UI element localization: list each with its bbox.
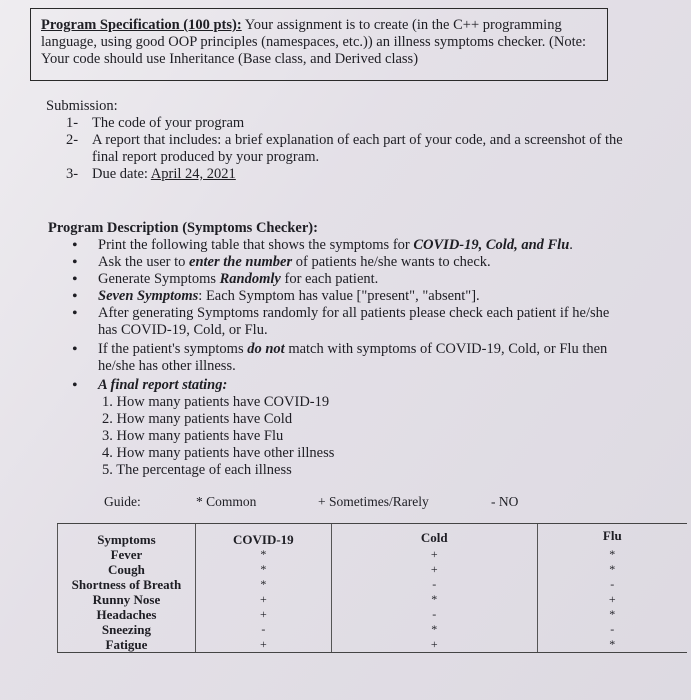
header-symptoms: Symptoms bbox=[58, 524, 196, 548]
report-item: 1. How many patients have COVID-19 bbox=[102, 394, 330, 410]
report-item: 4. How many patients have other illness bbox=[102, 445, 335, 461]
table-row: Sneezing - * - bbox=[58, 622, 688, 637]
bullet-item: • After generating Symptoms randomly for all patients please check each patient if he/she has COVID-19, Cold, or Flu. bbox=[72, 305, 610, 338]
bullet-item: • Ask the user to enter the number of patients he/she wants to check. bbox=[72, 254, 491, 271]
bullet-item: • A final report stating: 1. How many patients have COVID-19 2. How many patients have Cold 3. How many patients have Flu 4. How many patients have other illness 5. The percentage of each illness bbox=[72, 377, 632, 479]
table-header-row bbox=[58, 524, 688, 548]
final-report-list bbox=[98, 394, 632, 479]
table-row: Headaches + - * bbox=[58, 607, 688, 622]
submission-item: 2- A report that includes: a brief explanation of each part of your code, and a screenshot of the final report produced by your program. bbox=[66, 132, 623, 165]
submission-list bbox=[66, 115, 626, 183]
table-row: Fever * + * bbox=[58, 547, 688, 562]
table-row: Cough * + * bbox=[58, 562, 688, 577]
guide-no: - NO bbox=[491, 494, 519, 509]
header-flu: Flu bbox=[537, 524, 687, 548]
submission-title: Submission: bbox=[46, 98, 118, 114]
description-bullets bbox=[72, 237, 632, 479]
spec-heading: Program Specification (100 pts): bbox=[41, 17, 242, 33]
spec-text: Your assignment is to create (in the C++ programming language, using good OOP principles (namespaces, etc.)) an illness symptoms checker. (Note: Your code should use Inheritance (Base class, and Derived class) bbox=[41, 17, 587, 67]
bullet-item: • Print the following table that shows the symptoms for COVID-19, Cold, and Flu. bbox=[72, 237, 573, 254]
description-title: Program Description (Symptoms Checker): bbox=[48, 220, 318, 236]
report-item: 3. How many patients have Flu bbox=[102, 428, 284, 444]
symptoms-table bbox=[57, 523, 687, 653]
guide-sometimes: + Sometimes/Rarely bbox=[318, 494, 429, 509]
report-item: 5. The percentage of each illness bbox=[102, 462, 292, 478]
table-row: Runny Nose + * + bbox=[58, 592, 688, 607]
submission-item: 1- The code of your program bbox=[66, 115, 245, 131]
program-specification-box bbox=[30, 8, 608, 81]
guide-label: Guide: bbox=[104, 494, 141, 509]
table-row: Shortness of Breath * - - bbox=[58, 577, 688, 592]
bullet-item: • Seven Symptoms: Each Symptom has value ["present", "absent"]. bbox=[72, 288, 480, 305]
header-covid: COVID-19 bbox=[195, 524, 331, 548]
header-cold: Cold bbox=[331, 524, 537, 548]
table-row: Fatigue + + * bbox=[58, 637, 688, 653]
bullet-item: • Generate Symptoms Randomly for each patient. bbox=[72, 271, 379, 288]
submission-item: 3- Due date: April 24, 2021 bbox=[66, 166, 236, 182]
report-item: 2. How many patients have Cold bbox=[102, 411, 293, 427]
guide-common: * Common bbox=[196, 494, 257, 509]
bullet-item: • If the patient's symptoms do not match with symptoms of COVID-19, Cold, or Flu then he/she has other illness. bbox=[72, 341, 608, 374]
due-date: April 24, 2021 bbox=[150, 166, 236, 182]
